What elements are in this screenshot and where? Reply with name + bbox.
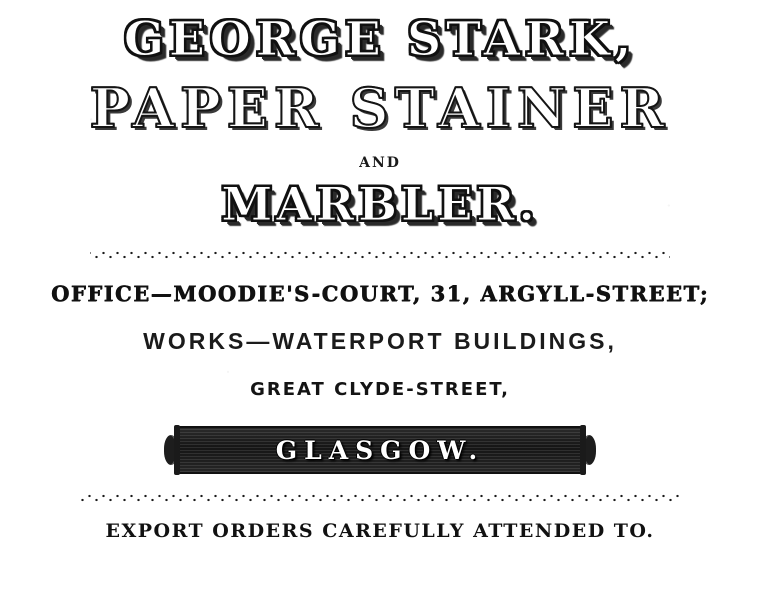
- trade-line-1: PAPER STAINER: [89, 76, 671, 140]
- office-address: OFFICE—MOODIE'S-COURT, 31, ARGYLL-STREET;: [50, 281, 710, 306]
- street-address: GREAT CLYDE-STREET,: [250, 379, 510, 400]
- city-name: GLASGOW.: [275, 435, 485, 465]
- advertisement-page: [0, 12, 760, 590]
- city-banner: [0, 426, 760, 474]
- trade-line-2: MARBLER.: [221, 177, 539, 231]
- banner-body: [178, 426, 582, 474]
- proprietor-name: GEORGE STARK,: [123, 12, 637, 67]
- export-note: EXPORT ORDERS CAREFULLY ATTENDED TO.: [105, 520, 655, 542]
- divider-wavy-bottom: [80, 492, 680, 504]
- conjunction-and: AND: [359, 155, 401, 171]
- works-address: WORKS—WATERPORT BUILDINGS,: [143, 328, 617, 354]
- divider-wavy-top: [90, 249, 670, 261]
